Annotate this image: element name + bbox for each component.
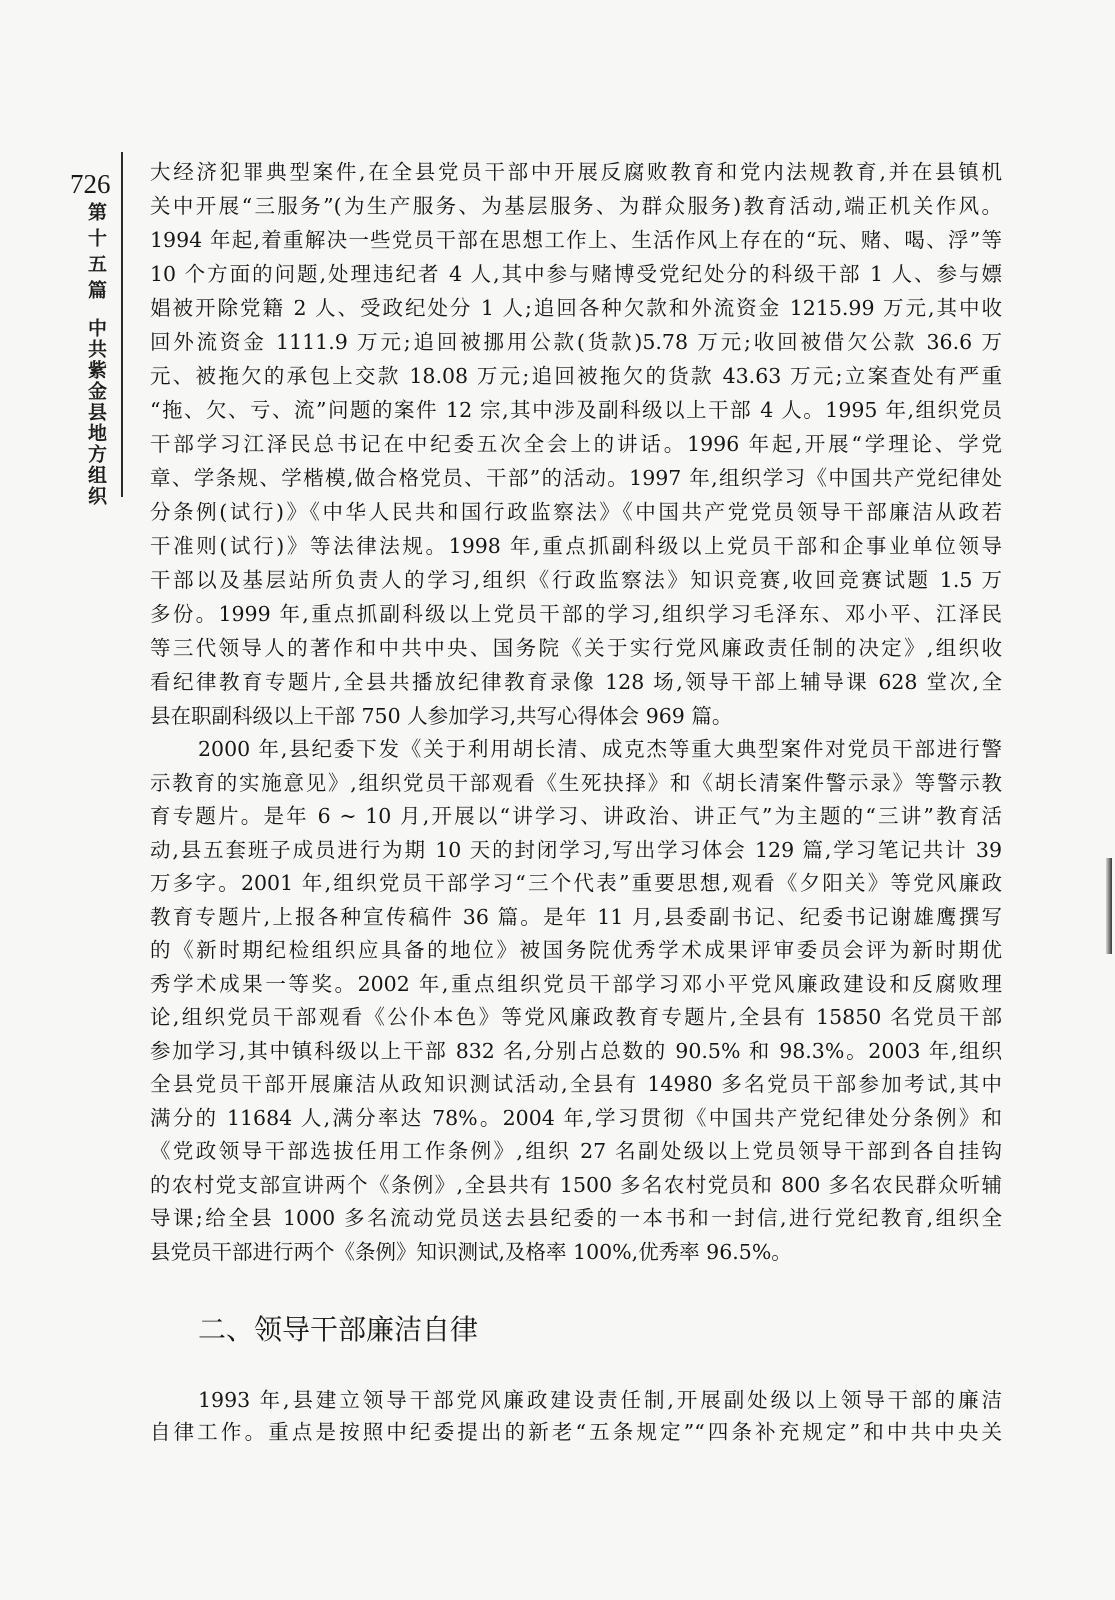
text-line: 自律工作。重点是按照中纪委提出的新老“五条规定”“四条补充规定”和中共中央关 — [150, 1420, 1002, 1444]
text-line: 回外流资金 1111.9 万元;追回被挪用公款(货款)5.78 万元;收回被借欠公款 36.6 万 — [150, 330, 1002, 354]
text-line: 论,组织党员干部观看《公仆本色》等党风廉政教育专题片,全县有 15850 名党员干部 — [150, 1005, 1002, 1029]
text-line: 万多字。2001 年,组织党员干部学习“三个代表”重要思想,观看《夕阳关》等党风廉政 — [150, 871, 1002, 895]
paragraph — [150, 733, 1002, 1269]
text-line: 看纪律教育专题片,全县共播放纪律教育录像 128 场,领导干部上辅导课 628 堂次,全 — [150, 670, 1002, 694]
part-label: 第十五篇 — [85, 202, 107, 306]
section-heading: 二、领导干部廉洁自律 — [198, 1313, 479, 1346]
text-line: 章、学条规、学楷模,做合格党员、干部”的活动。1997 年,组织学习《中国共产党纪律处 — [150, 466, 1002, 490]
paragraph — [150, 155, 1002, 733]
text-line: 县党员干部进行两个《条例》知识测试,及格率 100%,优秀率 96.5%。 — [150, 1239, 792, 1264]
text-line: 多份。1999 年,重点抓副科级以上党员干部的学习,组织学习毛泽东、邓小平、江泽民 — [150, 602, 1002, 626]
text-line: 导课;给全县 1000 多名流动党员送去县纪委的一本书和一封信,进行党纪教育,组织全 — [150, 1206, 1002, 1230]
text-line: 参加学习,其中镇科级以上干部 832 名,分别占总数的 90.5% 和 98.3%。2003 年,组织 — [150, 1038, 1002, 1063]
text-line: 县在职副科级以上干部 750 人参加学习,共写心得体会 969 篇。 — [150, 704, 733, 728]
text-line: 育专题片。是年 6 ~ 10 月,开展以“讲学习、讲政治、讲正气”为主题的“三讲”教育活 — [150, 804, 1002, 828]
text-line: 娼被开除党籍 2 人、受政纪处分 1 人;追回各种欠款和外流资金 1215.99 万元,其中收 — [150, 296, 1002, 320]
paragraph — [150, 1384, 1002, 1448]
text-line: 《党政领导干部选拔任用工作条例》,组织 27 名副处级以上党员领导干部到各自挂钩 — [150, 1139, 1002, 1163]
text-line: 元、被拖欠的承包上交款 18.08 万元;追回被拖欠的货款 43.63 万元;立案查处有严重 — [150, 364, 1002, 388]
text-line: “拖、欠、亏、流”问题的案件 12 宗,其中涉及副科级以上干部 4 人。1995 年,组织党员 — [150, 398, 1002, 422]
text-line: 关中开展“三服务”(为生产服务、为基层服务、为群众服务)教育活动,端正机关作风。 — [150, 194, 1002, 218]
text-line: 干准则(试行)》等法律法规。1998 年,重点抓副科级以上党员干部和企事业单位领导 — [150, 534, 1002, 558]
text-line: 干部以及基层站所负责人的学习,组织《行政监察法》知识竞赛,收回竞赛试题 1.5 万 — [150, 568, 1002, 592]
text-line: 动,县五套班子成员进行为期 10 天的封闭学习,写出学习体会 129 篇,学习笔记共计 39 — [150, 837, 1002, 862]
text-line: 大经济犯罪典型案件,在全县党员干部中开展反腐败教育和党内法规教育,并在县镇机 — [150, 160, 1002, 184]
text-line: 秀学术成果一等奖。2002 年,重点组织党员干部学习邓小平党风廉政建设和反腐败理 — [150, 971, 1002, 996]
text-line: 2000 年,县纪委下发《关于利用胡长清、成克杰等重大典型案件对党员干部进行警 — [198, 737, 1002, 761]
text-line: 示教育的实施意见》,组织党员干部观看《生死抉择》和《胡长清案件警示录》等警示教 — [150, 770, 1002, 795]
text-line: 教育专题片,上报各种宣传稿件 36 篇。是年 11 月,县委副书记、纪委书记谢雄鹰撰写 — [150, 904, 1002, 929]
part-title: 中共紫金县地方组织 — [85, 318, 107, 507]
text-line: 1993 年,县建立领导干部党风廉政建设责任制,开展副处级以上领导干部的廉洁 — [198, 1388, 1002, 1412]
margin-rule — [121, 152, 123, 497]
page-number: 726 — [70, 169, 111, 199]
text-line: 干部学习江泽民总书记在中纪委五次全会上的讲话。1996 年起,开展“学理论、学党 — [150, 432, 1002, 456]
text-line: 满分的 11684 人,满分率达 78%。2004 年,学习贯彻《中国共产党纪律处分条例》和 — [150, 1105, 1002, 1130]
text-line: 全县党员干部开展廉洁从政知识测试活动,全县有 14980 多名党员干部参加考试,其中 — [150, 1072, 1002, 1096]
text-line: 1994 年起,着重解决一些党员干部在思想工作上、生活作风上存在的“玩、赌、喝、浮”等 — [150, 228, 1002, 252]
text-line: 分条例(试行)》《中华人民共和国行政监察法》《中国共产党党员领导干部廉洁从政若 — [150, 500, 1002, 524]
scan-edge-shadow — [1106, 858, 1112, 954]
text-line: 等三代领导人的著作和中共中央、国务院《关于实行党风廉政责任制的决定》,组织收 — [150, 636, 1002, 660]
text-line: 10 个方面的问题,处理违纪者 4 人,其中参与赌博受党纪处分的科级干部 1 人、参与嫖 — [150, 262, 1002, 286]
text-line: 的《新时期纪检组织应具备的地位》被国务院优秀学术成果评审委员会评为新时期优 — [150, 938, 1002, 962]
text-line: 的农村党支部宣讲两个《条例》,全县共有 1500 多名农村党员和 800 多名农民群众听辅 — [150, 1172, 1002, 1197]
